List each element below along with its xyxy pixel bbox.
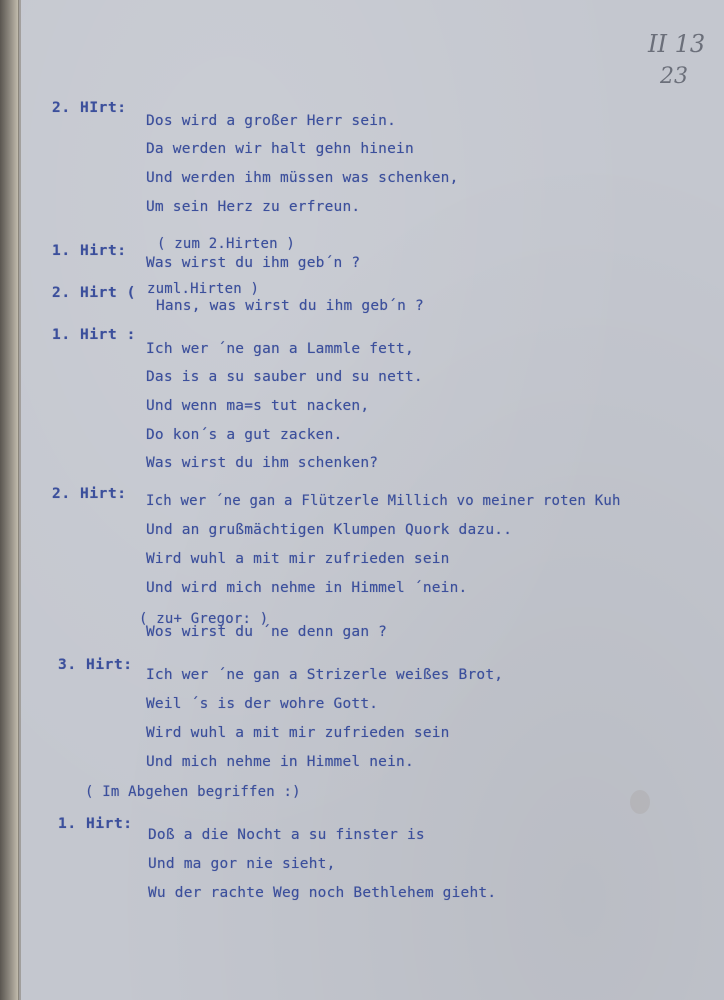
dialogue-line: Do kon´s a gut zacken.: [146, 427, 343, 443]
dialogue-line: Wird wuhl a mit mir zufrieden sein: [146, 725, 450, 741]
dialogue-line: Da werden wir halt gehn hinein: [146, 141, 414, 157]
dialogue-line: Ich wer ´ne gan a Strizerle weißes Brot,: [146, 667, 504, 683]
page-number-mark: 23: [660, 64, 688, 89]
dialogue-line: Was wirst du ihm geb´n ?: [146, 255, 361, 271]
dialogue-line: Wos wirst du ´ne denn gan ?: [146, 624, 388, 640]
stage-direction: zuml.Hirten ): [147, 281, 260, 297]
speaker-label: 3. Hirt:: [58, 657, 133, 673]
dialogue-line: Um sein Herz zu erfreun.: [146, 199, 361, 215]
dialogue-line: Wird wuhl a mit mir zufrieden sein: [146, 551, 450, 567]
speaker-label: 1. Hirt :: [52, 327, 136, 343]
speaker-label: 1. Hirt:: [52, 243, 127, 259]
stage-direction: ( zu+ Gregor: ): [139, 611, 269, 627]
dialogue-line: Und wenn ma=s tut nacken,: [146, 398, 370, 414]
dialogue-line: Das is a su sauber und su nett.: [146, 369, 423, 385]
paper-stain: [630, 790, 650, 814]
dialogue-line: Und mich nehme in Himmel nein.: [146, 754, 414, 770]
dialogue-line: Dos wird a großer Herr sein.: [146, 113, 397, 129]
speaker-label: 2. Hirt:: [52, 486, 127, 502]
dialogue-line: Wu der rachte Weg noch Bethlehem gieht.: [148, 885, 497, 901]
dialogue-line: Und werden ihm müssen was schenken,: [146, 170, 459, 186]
dialogue-line: Hans, was wirst du ihm geb´n ?: [156, 298, 424, 314]
dialogue-line: Und ma gor nie sieht,: [148, 856, 336, 872]
dialogue-line: Doß a die Nocht a su finster is: [148, 827, 425, 843]
dialogue-line: Ich wer ´ne gan a Lammle fett,: [146, 341, 414, 357]
speaker-label: 2. Hirt (: [52, 285, 136, 301]
page-edge-shadow: [18, 0, 21, 1000]
dialogue-line: Und wird mich nehme in Himmel ´nein.: [146, 580, 468, 596]
dialogue-line: Was wirst du ihm schenken?: [146, 455, 379, 471]
speaker-label: 1. Hirt:: [58, 816, 133, 832]
stage-direction: ( Im Abgehen begriffen :): [85, 784, 301, 800]
dialogue-line: Und an grußmächtigen Klumpen Quork dazu..: [146, 522, 513, 538]
folio-mark: II 13: [648, 30, 706, 58]
dialogue-line: Ich wer ´ne gan a Flützerle Millich vo meiner roten Kuh: [146, 493, 621, 509]
stage-direction: ( zum 2.Hirten ): [157, 236, 296, 252]
speaker-label: 2. HIrt:: [52, 100, 127, 116]
dialogue-line: Weil ´s is der wohre Gott.: [146, 696, 379, 712]
